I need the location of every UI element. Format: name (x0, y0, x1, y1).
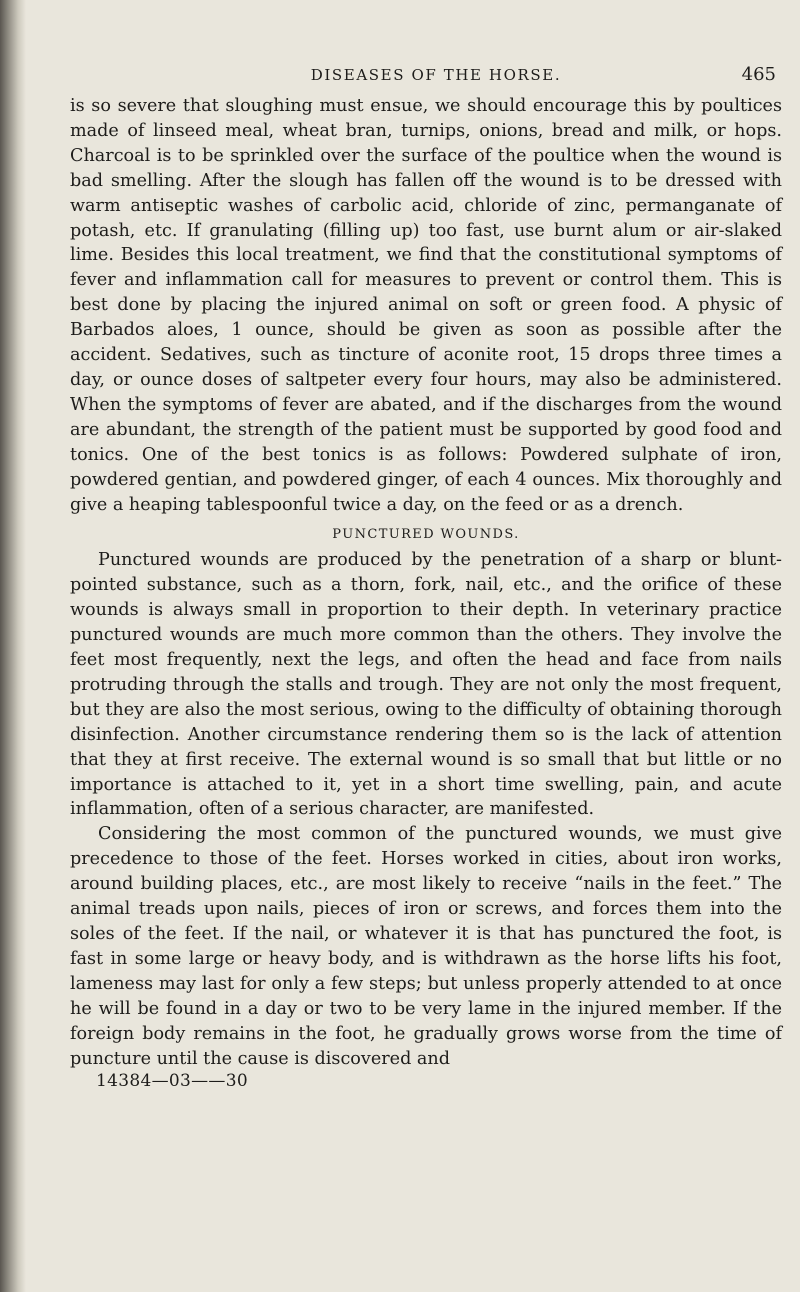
running-header (70, 54, 782, 94)
body-paragraph-2: Punctured wounds are produced by the penetration of a sharp or blunt-pointed substance, such as a thorn, fork, nail, etc., and the orifice of these wounds is always small in proportion to their depth. In veterinary practice punctured wounds are much more common than the others. They involve the feet most frequently, next the legs, and often the head and face from nails protruding through the stalls and trough. They are not only the most frequent, but they are also the most serious, owing to the difficulty of obtaining thorough disinfection. Another circumstance rendering them so is the lack of attention that they at first receive. The external wound is so small that but little or no importance is attached to it, yet in a short time swelling, pain, and acute inflammation, often of a serious character, are manifested. (70, 550, 782, 820)
section-heading: PUNCTURED WOUNDS. (332, 527, 520, 543)
running-title: DISEASES OF THE HORSE. (310, 66, 562, 84)
page-binding-shadow (0, 0, 26, 1292)
body-paragraph-3: Considering the most common of the punctured wounds, we must give precedence to those of the feet. Horses worked in cities, about iron works, around building places, etc., are most likely to receive “nails in the feet.” The animal treads upon nails, pieces of iron or screws, and forces them into the soles of the feet. If the nail, or whatever it is that has punctured the foot, is fast in some large or heavy body, and is withdrawn as the horse lifts his foot, lameness may last for only a few steps; but unless properly attended to at once he will be found in a day or two to be very lame in the injured member. If the foreign body remains in the foot, he gradually grows worse from the time of puncture until the cause is discovered and (70, 824, 782, 1069)
body-paragraph-1: is so severe that sloughing must ensue, we should encourage this by poultices made of linseed meal, wheat bran, turnips, onions, bread and milk, or hops. Charcoal is to be sprinkled over the surface of the poultice when the wound is bad smelling. After the slough has fallen off the wound is to be dressed with warm antiseptic washes of carbolic acid, chloride of zinc, permanganate of potash, etc. If granulating (filling up) too fast, use burnt alum or air-slaked lime. Besides this local treatment, we find that the constitutional symptoms of fever and inflammation call for measures to prevent or control them. This is best done by placing the injured animal on soft or green food. A physic of Barbados aloes, 1 ounce, should be given as soon as possible after the accident. Sedatives, such as tincture of aconite root, 15 drops three times a day, or ounce doses of saltpeter every four hours, may also be administered. When the symptoms of fever are abated, and if the discharges from the wound are abundant, the strength of the patient must be supported by good food and tonics. One of the best tonics is as follows: Powdered sulphate of iron, powdered gentian, and powdered ginger, of each 4 ounces. Mix thoroughly and give a heaping tablespoonful twice a day, on the feed or as a drench. (70, 96, 782, 515)
book-page (70, 54, 782, 1091)
page-number: 465 (741, 64, 776, 85)
printer-signature-mark: 14384—03——30 (96, 1071, 248, 1092)
